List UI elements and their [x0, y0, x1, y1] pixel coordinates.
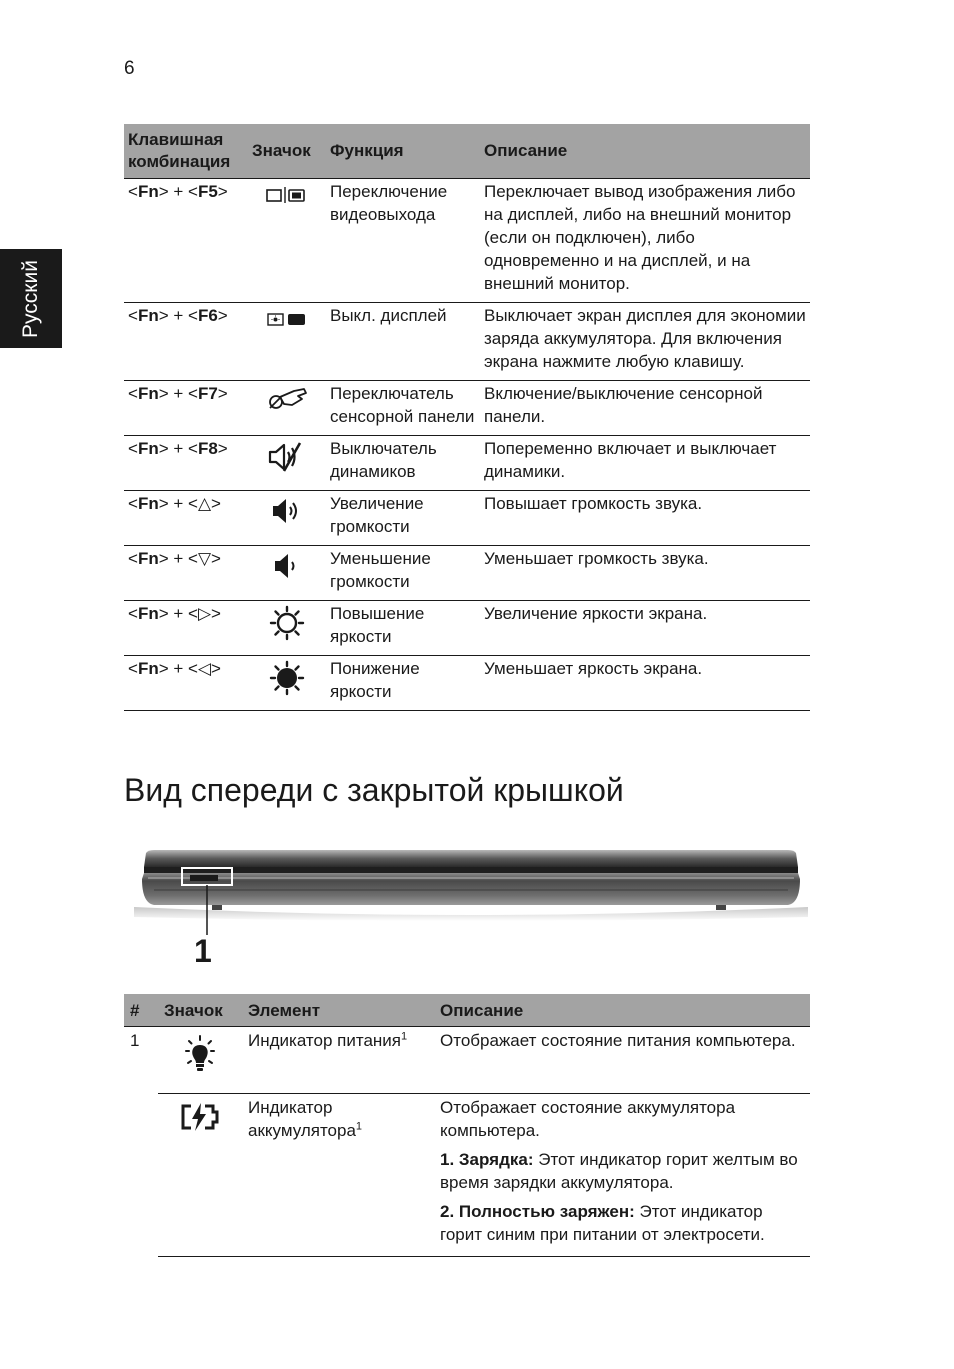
function-name: Выключатель динамиков — [326, 436, 480, 491]
header-description: Описание — [434, 994, 810, 1027]
table-row — [124, 656, 810, 711]
brightness-down-icon — [264, 681, 310, 700]
function-name: Увеличение громкости — [326, 491, 480, 546]
speaker-mute-icon — [264, 459, 310, 478]
function-name: Переключатель сенсорной панели — [326, 381, 480, 436]
function-description: Выключает экран дисплея для экономии заряда аккумулятора. Для включения экрана нажмите любую клавишу. — [480, 303, 810, 381]
element-name: Индикатор аккумулятора$^1$ — [242, 1094, 434, 1257]
function-description: Уменьшает громкость звука. — [480, 546, 810, 601]
function-description: Попеременно включает и выключает динамики. — [480, 436, 810, 491]
table-row — [124, 601, 810, 656]
table-row — [124, 436, 810, 491]
function-description: Увеличение яркости экрана. — [480, 601, 810, 656]
battery-indicator-icon — [177, 1119, 223, 1138]
function-description: Уменьшает яркость экрана. — [480, 656, 810, 711]
table-row — [124, 303, 810, 381]
brightness-up-icon — [264, 626, 310, 645]
header-icon: Значок — [248, 124, 326, 179]
key-combo: <Fn> + <▷> — [124, 601, 248, 656]
figure-callout-label: 1 — [194, 933, 212, 969]
element-name: Индикатор питания$^1$ — [242, 1027, 434, 1094]
element-description: Отображает состояние питания компьютера. — [434, 1027, 810, 1094]
header-element: Элемент — [242, 994, 434, 1027]
table-row — [124, 1094, 810, 1257]
laptop-front-view-figure — [124, 845, 814, 970]
function-description: Включение/выключение сенсорной панели. — [480, 381, 810, 436]
key-combo: <Fn> + <◁> — [124, 656, 248, 711]
volume-down-icon — [264, 567, 310, 586]
touchpad-toggle-icon — [264, 398, 310, 417]
language-side-tab — [0, 249, 62, 348]
hotkeys-table — [124, 124, 810, 711]
charged-note: 2. Полностью заряжен: Этот индикатор горит синим при питании от электросети. — [440, 1202, 765, 1244]
hotkeys-header-row — [124, 124, 810, 179]
function-description: Переключает вывод изображения либо на дисплей, либо на внешний монитор (если он подключен), либо одновременно и на дисплей, и на внешний монитор. — [480, 179, 810, 303]
key-combo: <Fn> + <F8> — [124, 436, 248, 491]
function-name: Выкл. дисплей — [326, 303, 480, 381]
row-number: 1 — [124, 1027, 158, 1257]
volume-up-icon — [264, 512, 310, 531]
element-description — [434, 1094, 810, 1257]
elements-table — [124, 994, 810, 1257]
function-description: Повышает громкость звука. — [480, 491, 810, 546]
side-tab-label: Русский — [19, 259, 42, 338]
display-toggle-icon — [264, 190, 310, 209]
function-name: Понижение яркости — [326, 656, 480, 711]
function-name: Повышение яркости — [326, 601, 480, 656]
display-off-icon — [264, 314, 310, 333]
key-combo: <Fn> + <F5> — [124, 179, 248, 303]
header-num: # — [124, 994, 158, 1027]
battery-description: Отображает состояние аккумулятора компьютера. — [440, 1098, 736, 1140]
page-number: 6 — [124, 58, 135, 79]
table-row — [124, 381, 810, 436]
section-title: Вид спереди с закрытой крышкой — [124, 772, 624, 808]
charging-note: 1. Зарядка: Этот индикатор горит желтым во время зарядки аккумулятора. — [440, 1150, 798, 1192]
table-row — [124, 179, 810, 303]
table-row — [124, 491, 810, 546]
table-row — [124, 546, 810, 601]
key-combo: <Fn> + <▽> — [124, 546, 248, 601]
table-row — [124, 1027, 810, 1094]
header-description: Описание — [480, 124, 810, 179]
header-combo: Клавишная комбинация — [124, 124, 248, 179]
power-indicator-icon — [180, 1062, 220, 1081]
elements-header-row — [124, 994, 810, 1027]
key-combo: <Fn> + <F7> — [124, 381, 248, 436]
key-combo: <Fn> + <F6> — [124, 303, 248, 381]
function-name: Переключение видеовыхода — [326, 179, 480, 303]
header-icon: Значок — [158, 994, 242, 1027]
key-combo: <Fn> + <△> — [124, 491, 248, 546]
header-function: Функция — [326, 124, 480, 179]
function-name: Уменьшение громкости — [326, 546, 480, 601]
